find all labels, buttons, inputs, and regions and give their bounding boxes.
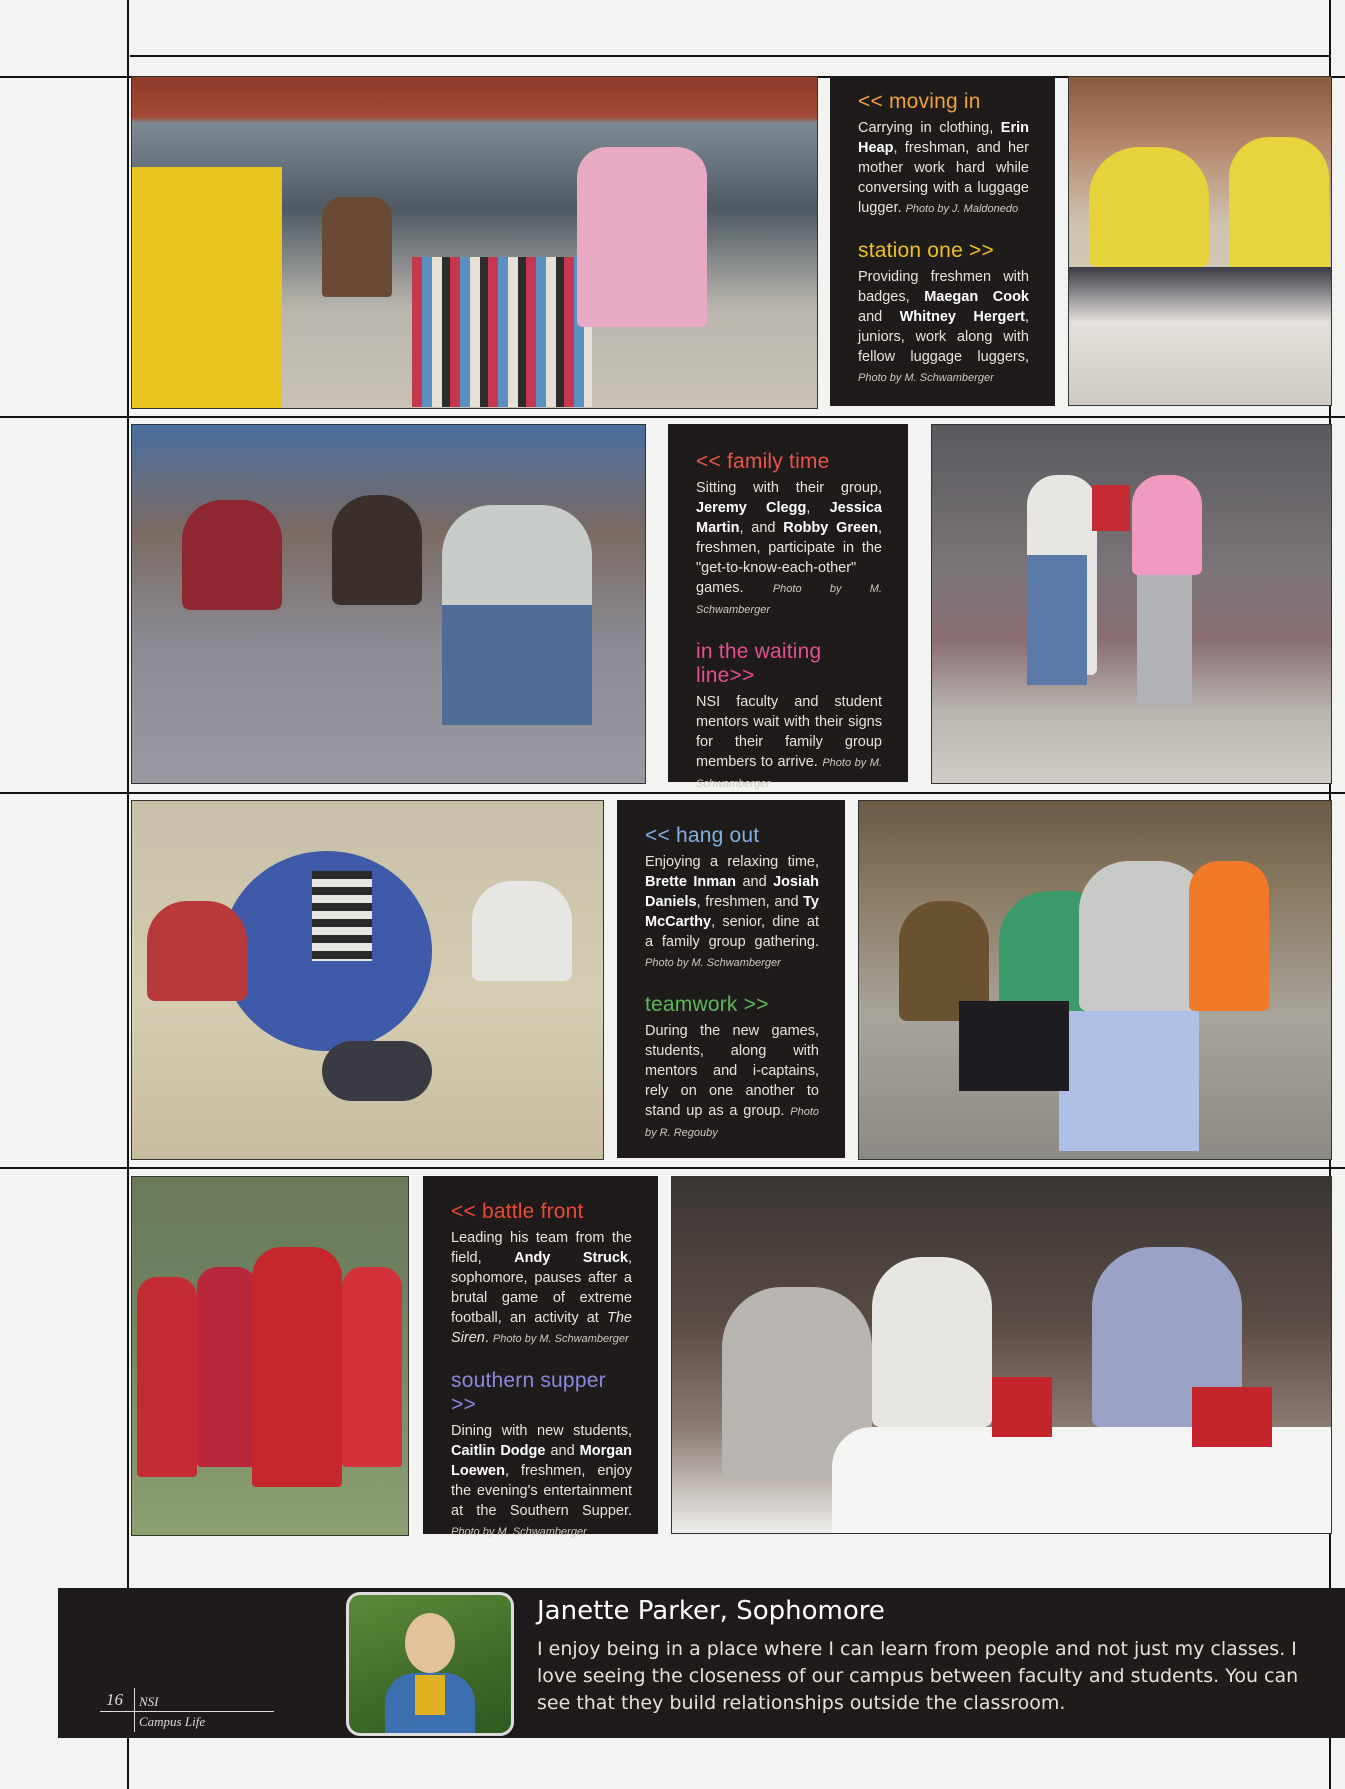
caption-heading-family-time: << family time — [696, 450, 830, 473]
top-rule — [130, 55, 1330, 57]
row-divider-2 — [0, 416, 1345, 418]
folio-rule-h — [100, 1711, 274, 1712]
photo-station-one — [1068, 76, 1332, 406]
caption-text-waiting-line: NSI faculty and student mentors wait with their signs for their family group members to arrive. Photo by M. Schwamberger — [696, 694, 882, 790]
photo-family-time — [131, 424, 646, 784]
folio-rule-v — [134, 1688, 135, 1732]
quote-text: I enjoy being in a place where I can learn from people and not just my classes. I love seeing the closeness of our campus between faculty and students. You can see that they build relationships outside the classroom. — [537, 1638, 1299, 1714]
photo-teamwork — [858, 800, 1332, 1160]
quote-name: Janette Parker, Sophomore — [537, 1596, 885, 1626]
row-divider-3 — [0, 792, 1345, 794]
caption-box-row2 — [668, 424, 908, 790]
caption-box-row3 — [617, 800, 845, 1158]
row-divider-4 — [0, 1167, 1345, 1169]
caption-heading-waiting-line: in the waiting line>> — [696, 640, 822, 687]
caption-heading-moving-in: << moving in — [858, 90, 981, 113]
photo-southern-supper — [671, 1176, 1332, 1534]
folio-section-name: Campus Life — [139, 1714, 206, 1729]
caption-text-teamwork: During the new games, students, along with mentors and i-captains, rely on one another to stand up as a group. Photo by R. Regouby — [645, 1023, 819, 1139]
photo-moving-in — [131, 76, 818, 409]
caption-text-station-one: Providing freshmen with badges, Maegan Cook and Whitney Hergert, juniors, work along with fellow luggage luggers, Photo by M. Schwamberger — [858, 269, 1029, 384]
quote-portrait-photo — [346, 1592, 514, 1736]
photo-battle-front — [131, 1176, 409, 1536]
caption-text-hang-out: Enjoying a relaxing time, Brette Inman and Josiah Daniels, freshmen, and Ty McCarthy, senior, dine at a family group gathering. Photo by M. Schwamberger — [645, 854, 819, 969]
folio-page-number: 16 — [106, 1690, 123, 1709]
caption-heading-battle-front: << battle front — [451, 1200, 584, 1223]
folio-section-nsi: NSI — [139, 1694, 159, 1709]
caption-box-row4 — [423, 1176, 658, 1538]
caption-heading-hang-out: << hang out — [645, 824, 760, 847]
caption-text-battle-front: Leading his team from the field, Andy Struck, sophomore, pauses after a brutal game of extreme football, an activity at The Siren. Photo by M. Schwamberger — [451, 1230, 632, 1346]
caption-box-row1 — [830, 76, 1055, 406]
left-margin-rule — [127, 0, 129, 1789]
photo-hang-out — [131, 800, 604, 1160]
caption-text-southern-supper: Dining with new students, Caitlin Dodge and Morgan Loewen, freshmen, enjoy the evening's entertainment at the Southern Supper. Photo by M. Schwamberger — [451, 1423, 633, 1538]
caption-heading-southern-supper: southern supper >> — [451, 1369, 606, 1416]
caption-text-moving-in: Carrying in clothing, Erin Heap, freshman, and her mother work hard while conversing with a luggage lugger. Photo by J. Maldonedo — [858, 120, 1029, 216]
caption-heading-station-one: station one >> — [858, 239, 994, 262]
photo-waiting-line — [931, 424, 1332, 784]
caption-text-family-time: Sitting with their group, Jeremy Clegg, Jessica Martin, and Robby Green, freshmen, participate in the "get-to-know-each-other" games. Photo by M. Schwamberger — [696, 480, 883, 616]
caption-heading-teamwork: teamwork >> — [645, 993, 769, 1016]
